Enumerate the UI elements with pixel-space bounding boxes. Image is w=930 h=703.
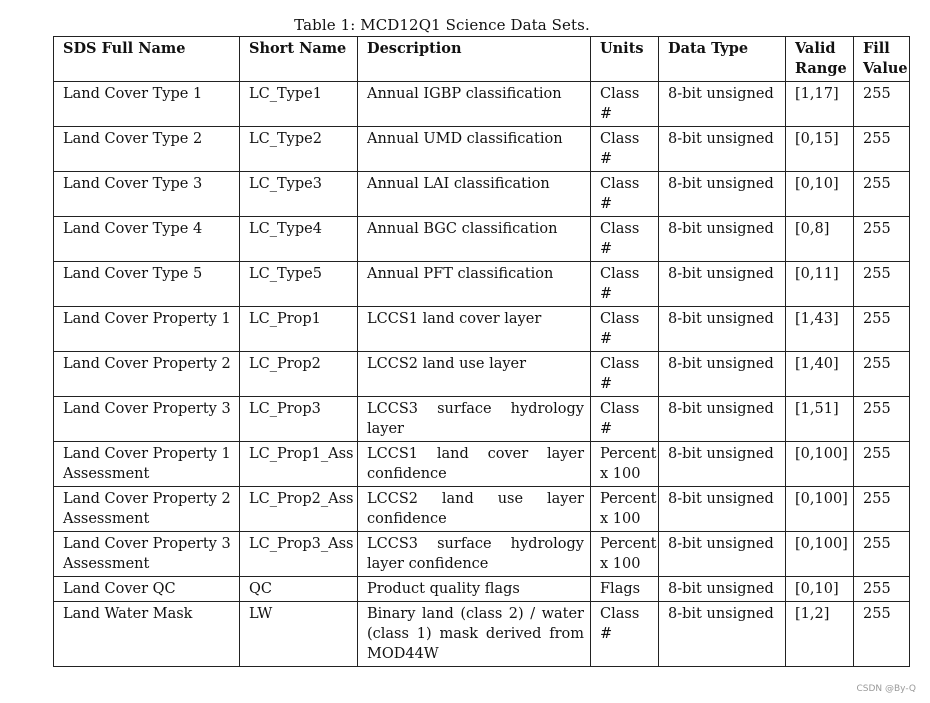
header-short-name: Short Name — [240, 37, 358, 82]
cell-valid-range: [1,43] — [786, 307, 854, 352]
table-row — [54, 577, 910, 602]
cell-full-name: Land Water Mask — [54, 602, 240, 667]
cell-units: Class # — [591, 262, 659, 307]
sds-table — [53, 36, 910, 667]
cell-units: Class # — [591, 217, 659, 262]
cell-valid-range: [0,100] — [786, 532, 854, 577]
cell-units: Percent x 100 — [591, 487, 659, 532]
cell-valid-range: [1,2] — [786, 602, 854, 667]
cell-description: Annual UMD classification — [358, 127, 591, 172]
watermark-text: CSDN @By-Q — [856, 684, 916, 694]
cell-valid-range: [1,40] — [786, 352, 854, 397]
header-data-type: Data Type — [659, 37, 786, 82]
cell-fill-value: 255 — [854, 442, 910, 487]
cell-fill-value: 255 — [854, 262, 910, 307]
table-row — [54, 487, 910, 532]
table-row — [54, 127, 910, 172]
cell-full-name: Land Cover Property 3 — [54, 397, 240, 442]
cell-fill-value: 255 — [854, 352, 910, 397]
cell-short-name: LC_Type4 — [240, 217, 358, 262]
table-row — [54, 532, 910, 577]
cell-data-type: 8-bit unsigned — [659, 127, 786, 172]
cell-fill-value: 255 — [854, 532, 910, 577]
cell-data-type: 8-bit unsigned — [659, 172, 786, 217]
cell-units: Class # — [591, 127, 659, 172]
table-row — [54, 602, 910, 667]
cell-short-name: QC — [240, 577, 358, 602]
cell-valid-range: [0,15] — [786, 127, 854, 172]
cell-short-name: LC_Prop1 — [240, 307, 358, 352]
header-fill-value: Fill Value — [854, 37, 910, 82]
cell-units: Flags — [591, 577, 659, 602]
cell-short-name: LC_Type5 — [240, 262, 358, 307]
header-row — [54, 37, 910, 82]
cell-short-name: LC_Prop3_Ass — [240, 532, 358, 577]
cell-description: LCCS3 surface hydrology layer confidence — [358, 532, 591, 577]
cell-description: LCCS1 land cover layer — [358, 307, 591, 352]
cell-description: LCCS3 surface hydrology layer — [358, 397, 591, 442]
table-row — [54, 352, 910, 397]
table-row — [54, 172, 910, 217]
cell-data-type: 8-bit unsigned — [659, 487, 786, 532]
cell-full-name: Land Cover Property 2 Assessment — [54, 487, 240, 532]
cell-full-name: Land Cover Type 2 — [54, 127, 240, 172]
header-valid-range: Valid Range — [786, 37, 854, 82]
cell-full-name: Land Cover QC — [54, 577, 240, 602]
table-caption: Table 1: MCD12Q1 Science Data Sets. — [294, 16, 590, 34]
table-row — [54, 262, 910, 307]
table-row — [54, 217, 910, 262]
cell-short-name: LC_Prop3 — [240, 397, 358, 442]
cell-valid-range: [0,10] — [786, 172, 854, 217]
cell-description: Annual IGBP classification — [358, 82, 591, 127]
cell-data-type: 8-bit unsigned — [659, 442, 786, 487]
cell-data-type: 8-bit unsigned — [659, 397, 786, 442]
cell-units: Class # — [591, 602, 659, 667]
cell-data-type: 8-bit unsigned — [659, 217, 786, 262]
cell-full-name: Land Cover Property 1 — [54, 307, 240, 352]
cell-fill-value: 255 — [854, 577, 910, 602]
cell-short-name: LC_Type2 — [240, 127, 358, 172]
cell-description: Annual BGC classification — [358, 217, 591, 262]
cell-data-type: 8-bit unsigned — [659, 82, 786, 127]
cell-full-name: Land Cover Type 5 — [54, 262, 240, 307]
cell-full-name: Land Cover Type 3 — [54, 172, 240, 217]
table-row — [54, 307, 910, 352]
cell-units: Class # — [591, 172, 659, 217]
cell-fill-value: 255 — [854, 397, 910, 442]
cell-valid-range: [1,51] — [786, 397, 854, 442]
cell-data-type: 8-bit unsigned — [659, 532, 786, 577]
cell-fill-value: 255 — [854, 602, 910, 667]
cell-fill-value: 255 — [854, 487, 910, 532]
cell-fill-value: 255 — [854, 307, 910, 352]
cell-short-name: LC_Prop1_Ass — [240, 442, 358, 487]
table-row — [54, 442, 910, 487]
cell-description: Binary land (class 2) / water (class 1) mask derived from MOD44W — [358, 602, 591, 667]
cell-data-type: 8-bit unsigned — [659, 262, 786, 307]
cell-valid-range: [0,100] — [786, 442, 854, 487]
cell-units: Class # — [591, 397, 659, 442]
cell-short-name: LC_Type1 — [240, 82, 358, 127]
cell-data-type: 8-bit unsigned — [659, 307, 786, 352]
cell-valid-range: [0,100] — [786, 487, 854, 532]
cell-description: LCCS2 land use layer confidence — [358, 487, 591, 532]
cell-data-type: 8-bit unsigned — [659, 352, 786, 397]
cell-fill-value: 255 — [854, 172, 910, 217]
cell-fill-value: 255 — [854, 82, 910, 127]
cell-fill-value: 255 — [854, 217, 910, 262]
cell-units: Class # — [591, 307, 659, 352]
cell-valid-range: [1,17] — [786, 82, 854, 127]
cell-full-name: Land Cover Property 3 Assessment — [54, 532, 240, 577]
cell-short-name: LW — [240, 602, 358, 667]
cell-data-type: 8-bit unsigned — [659, 577, 786, 602]
cell-description: Product quality flags — [358, 577, 591, 602]
cell-data-type: 8-bit unsigned — [659, 602, 786, 667]
cell-full-name: Land Cover Type 1 — [54, 82, 240, 127]
table-row — [54, 82, 910, 127]
cell-full-name: Land Cover Property 2 — [54, 352, 240, 397]
cell-valid-range: [0,11] — [786, 262, 854, 307]
cell-valid-range: [0,10] — [786, 577, 854, 602]
header-full-name: SDS Full Name — [54, 37, 240, 82]
cell-description: Annual PFT classification — [358, 262, 591, 307]
cell-units: Percent x 100 — [591, 442, 659, 487]
cell-units: Class # — [591, 82, 659, 127]
cell-short-name: LC_Prop2_Ass — [240, 487, 358, 532]
header-description: Description — [358, 37, 591, 82]
cell-units: Percent x 100 — [591, 532, 659, 577]
cell-description: LCCS1 land cover layer confidence — [358, 442, 591, 487]
header-units: Units — [591, 37, 659, 82]
cell-full-name: Land Cover Type 4 — [54, 217, 240, 262]
cell-valid-range: [0,8] — [786, 217, 854, 262]
cell-description: LCCS2 land use layer — [358, 352, 591, 397]
cell-units: Class # — [591, 352, 659, 397]
cell-short-name: LC_Prop2 — [240, 352, 358, 397]
cell-short-name: LC_Type3 — [240, 172, 358, 217]
cell-description: Annual LAI classification — [358, 172, 591, 217]
cell-fill-value: 255 — [854, 127, 910, 172]
cell-full-name: Land Cover Property 1 Assessment — [54, 442, 240, 487]
table-row — [54, 397, 910, 442]
